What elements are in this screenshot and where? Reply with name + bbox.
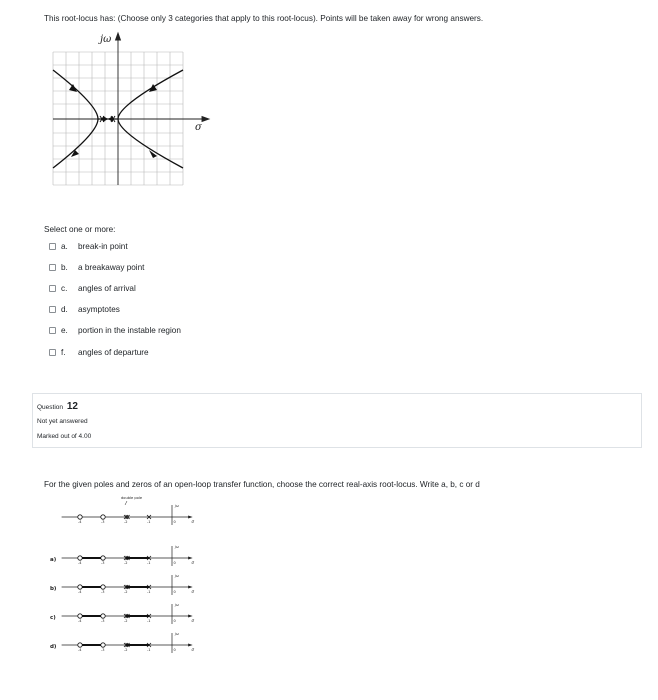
option-a-checkbox[interactable] [49, 243, 56, 250]
question-number-value: 12 [66, 401, 78, 412]
option-letter: d. [61, 304, 68, 314]
option-label: angles of arrival [78, 283, 136, 293]
question-info-box [32, 393, 642, 448]
imag-axis-label: jω [175, 545, 179, 549]
imag-axis-label: jω [175, 574, 179, 578]
zero-marker [101, 643, 105, 647]
y-axis-label: jω [100, 34, 112, 45]
tick-label: -2 [124, 648, 128, 652]
imag-axis-label: jω [175, 603, 179, 607]
tick-label: -3 [101, 590, 105, 594]
option-letter: b. [61, 262, 68, 272]
real-axis-label: σ [191, 560, 195, 565]
choice-letter: d) [50, 644, 57, 650]
double-pole-pointer [125, 501, 127, 505]
choice-letter: c) [50, 615, 56, 621]
tick-label: -4 [78, 590, 82, 594]
tick-label: -2 [124, 619, 128, 623]
option-label: asymptotes [78, 304, 120, 314]
tick-label: -4 [78, 648, 82, 652]
tick-label: -1 [147, 619, 151, 623]
origin-label: 0 [173, 520, 176, 524]
tick-label: -3 [101, 619, 105, 623]
option-breakaway-point[interactable] [49, 261, 144, 273]
option-b-checkbox[interactable] [49, 264, 56, 271]
root-locus-plot [45, 30, 215, 190]
option-e-checkbox[interactable] [49, 327, 56, 334]
tick-label: -3 [101, 561, 105, 565]
option-f-checkbox[interactable] [49, 349, 56, 356]
choice-letter: b) [50, 586, 57, 592]
option-label: angles of departure [78, 347, 149, 357]
option-angles-of-departure[interactable] [49, 346, 149, 358]
zero-marker [78, 643, 82, 647]
origin-label: 0 [173, 561, 176, 565]
question-word: Question [37, 404, 64, 411]
real-axis-label: σ [191, 519, 195, 524]
imag-axis-label: jω [175, 632, 179, 636]
real-axis-locus-figure [44, 494, 204, 694]
tick-label: -2 [124, 561, 128, 565]
real-axis-label: σ [191, 589, 195, 594]
zero-marker [78, 614, 82, 618]
option-break-in-point[interactable] [49, 240, 128, 252]
tick-label: -1 [147, 648, 151, 652]
real-axis-label: σ [191, 647, 195, 652]
tick-label: -2 [124, 520, 128, 524]
tick-label: -3 [101, 648, 105, 652]
select-one-or-more-label: Select one or more: [44, 225, 116, 234]
choice-letter: a) [50, 557, 57, 563]
option-label: portion in the instable region [78, 325, 181, 335]
real-axis-label: σ [191, 618, 195, 623]
zero-marker [78, 515, 82, 519]
origin-label: 0 [173, 590, 176, 594]
tick-label: -1 [147, 590, 151, 594]
option-letter: c. [61, 283, 68, 293]
option-angles-of-arrival[interactable] [49, 282, 136, 294]
question-2-text: For the given poles and zeros of an open-loop transfer function, choose the correct real-axis root-locus. Write a, b, c or d [44, 480, 480, 489]
question-state: Not yet answered [37, 418, 88, 425]
tick-label: -1 [147, 561, 151, 565]
option-label: break-in point [78, 241, 128, 251]
option-d-checkbox[interactable] [49, 306, 56, 313]
tick-label: -4 [78, 619, 82, 623]
question-marks: Marked out of 4.00 [37, 433, 92, 440]
option-c-checkbox[interactable] [49, 285, 56, 292]
zero-marker [78, 585, 82, 589]
option-label: a breakaway point [78, 262, 145, 272]
zero-marker [101, 515, 105, 519]
zero-marker [101, 614, 105, 618]
tick-label: -4 [78, 520, 82, 524]
tick-label: -4 [78, 561, 82, 565]
double-pole-label: double pole [121, 496, 143, 500]
tick-label: -3 [101, 520, 105, 524]
option-instable-region[interactable] [49, 324, 181, 336]
question-1-text: This root-locus has: (Choose only 3 categories that apply to this root-locus). Points will be taken away for wrong answers. [44, 14, 484, 23]
imag-axis-label: jω [175, 504, 179, 508]
option-letter: a. [61, 241, 68, 251]
option-letter: f. [61, 347, 66, 357]
tick-label: -2 [124, 590, 128, 594]
question-number [37, 401, 78, 412]
option-asymptotes[interactable] [49, 303, 120, 315]
tick-label: -1 [147, 520, 151, 524]
origin-label: 0 [173, 619, 176, 623]
origin-label: 0 [173, 648, 176, 652]
zero-marker [101, 556, 105, 560]
zero-marker [78, 556, 82, 560]
option-letter: e. [61, 325, 68, 335]
x-axis-label: σ [195, 122, 202, 133]
zero-marker [101, 585, 105, 589]
